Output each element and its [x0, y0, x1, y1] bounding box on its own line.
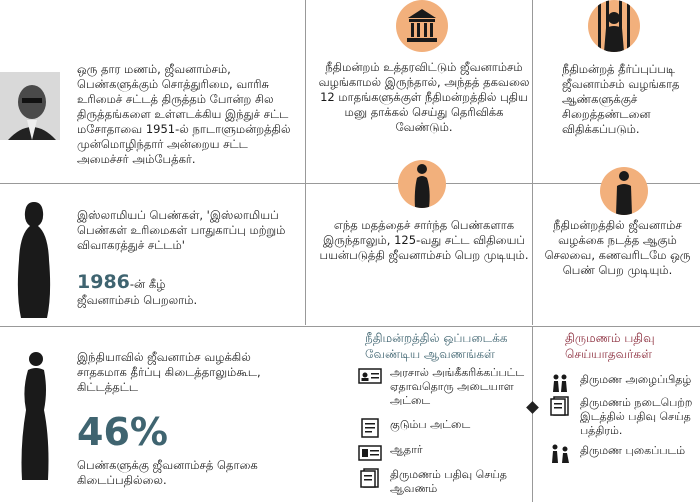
unreg-item-venue-document: [548, 396, 696, 438]
unreg-item-invitation: [548, 373, 696, 393]
ration-card-icon: [358, 418, 382, 438]
unregistered-title: திருமணம் பதிவு செய்யாதவர்கள்: [565, 331, 655, 361]
invitation-icon: [548, 373, 572, 393]
act-year-number: 1986: [77, 271, 130, 293]
doc-item-label: ஆதார்: [390, 443, 423, 456]
woman-saree-silhouette-icon: [14, 350, 54, 480]
divider-2: [532, 0, 533, 325]
document-icon: [358, 468, 382, 488]
doc-item-label: குடும்ப அட்டை: [390, 418, 471, 431]
jail-text: நீதிமன்றத் தீர்ப்புப்படி ஜீவனாம்சம் வழங்காத ஆண்களுக்குச் சிறைத்தண்டனை விதிக்கப்படும்.: [562, 62, 680, 136]
doc-item-label: அரசால் அங்கீகரிக்கப்பட்ட ஏதாவதொரு அடையாள அட்டை: [390, 366, 525, 407]
statistic-text-bottom: பெண்களுக்கு ஜீவனாம்சத் தொகை கிடைப்பதில்லை.: [77, 458, 258, 487]
aadhaar-icon: [358, 443, 382, 463]
hdivider-1: [0, 183, 700, 184]
ambedkar-text: ஒரு தார மணம், ஜீவனாம்சம், பெண்களுக்கும் சொத்துரிமை, வாரிசு உரிமைச் சட்டத் திருத்தம் போன்ற சில திருத்தங்களை உள்ளடக்கிய இந்துச் சட்ட மசோதாவை 1951-ல் நாடாளுமன்றத்தில் முன்மொழிந்தார் அன்றைய சட்ட அமைச்சர் அம்பேத்கர்.: [77, 62, 291, 166]
man-silhouette-icon: [600, 167, 648, 215]
photo-couple-icon: [548, 444, 572, 464]
jail-circle: [588, 0, 640, 52]
woman-circle: [398, 160, 446, 208]
unreg-item-photo: [548, 444, 696, 464]
court-circle: [396, 0, 448, 52]
muslim-law-text-bottom: ஜீவனாம்சம் பெறலாம்.: [77, 293, 198, 307]
id-card-icon: [358, 366, 382, 386]
doc-item-label: திருமணம் பதிவு செய்த ஆவணம்: [390, 468, 507, 495]
muslim-woman-silhouette-icon: [14, 200, 54, 318]
any-religion-text: எந்த மதத்தைச் சார்ந்த பெண்களாக இருந்தாலும், 125-வது சட்ட விதியைப் பயன்படுத்தி ஜீவனாம்சம் பெற முடியும்.: [319, 218, 529, 262]
act-year: [77, 271, 165, 293]
muslim-law-text-top: இஸ்லாமியப் பெண்கள், 'இஸ்லாமியப் பெண்கள் உரிமைகள் பாதுகாப்பு மற்றும் விவாகரத்துச் சட்டம்': [77, 208, 286, 252]
unreg-item-label: திருமணம் நடைபெற்ற இடத்தில் பதிவு செய்த பத்திரம்.: [580, 396, 693, 437]
document-icon: [548, 396, 572, 416]
ambedkar-portrait: [0, 72, 60, 140]
unreg-item-label: திருமண அழைப்பிதழ்: [580, 373, 692, 386]
doc-item-marriage-certificate: [358, 468, 530, 496]
documents-title: நீதிமன்றத்தில் ஒப்படைக்க வேண்டிய ஆவணங்கள்: [365, 331, 508, 361]
statistic-percent: 46%: [77, 410, 168, 454]
act-year-suffix: -ன் கீழ்: [129, 277, 166, 291]
court-expense-text: நீதிமன்றத்தில் ஜீவனாம்ச வழக்கை நடத்த ஆகும் செலவை, கணவரிடமே ஒரு பெண் பெற முடியும்.: [544, 218, 691, 277]
hdivider-2: [0, 326, 700, 327]
doc-item-id-card: [358, 366, 530, 408]
court-building-icon: [396, 0, 448, 52]
man-circle: [600, 167, 648, 215]
doc-item-aadhaar: [358, 443, 530, 463]
statistic-text-top: இந்தியாவில் ஜீவனாம்ச வழக்கில் சாதகமாக தீர்ப்பு கிடைத்தாலும்கூட, கிட்டத்தட்ட: [77, 350, 261, 394]
divider-1: [305, 0, 306, 325]
doc-item-ration-card: [358, 418, 530, 438]
court-order-text: நீதிமன்றம் உத்தரவிட்டும் ஜீவனாம்சம் வழங்காமல் இருந்தால், அந்தத் தகவலை 12 மாதங்களுக்குள் நீதிமன்றத்தில் புதிய மனு தாக்கல் செய்து தெரிவிக்க வேண்டும்.: [318, 60, 530, 134]
unreg-item-label: திருமண புகைப்படம்: [580, 444, 686, 457]
jail-bars-icon: [588, 0, 640, 52]
woman-silhouette-icon: [398, 160, 446, 208]
